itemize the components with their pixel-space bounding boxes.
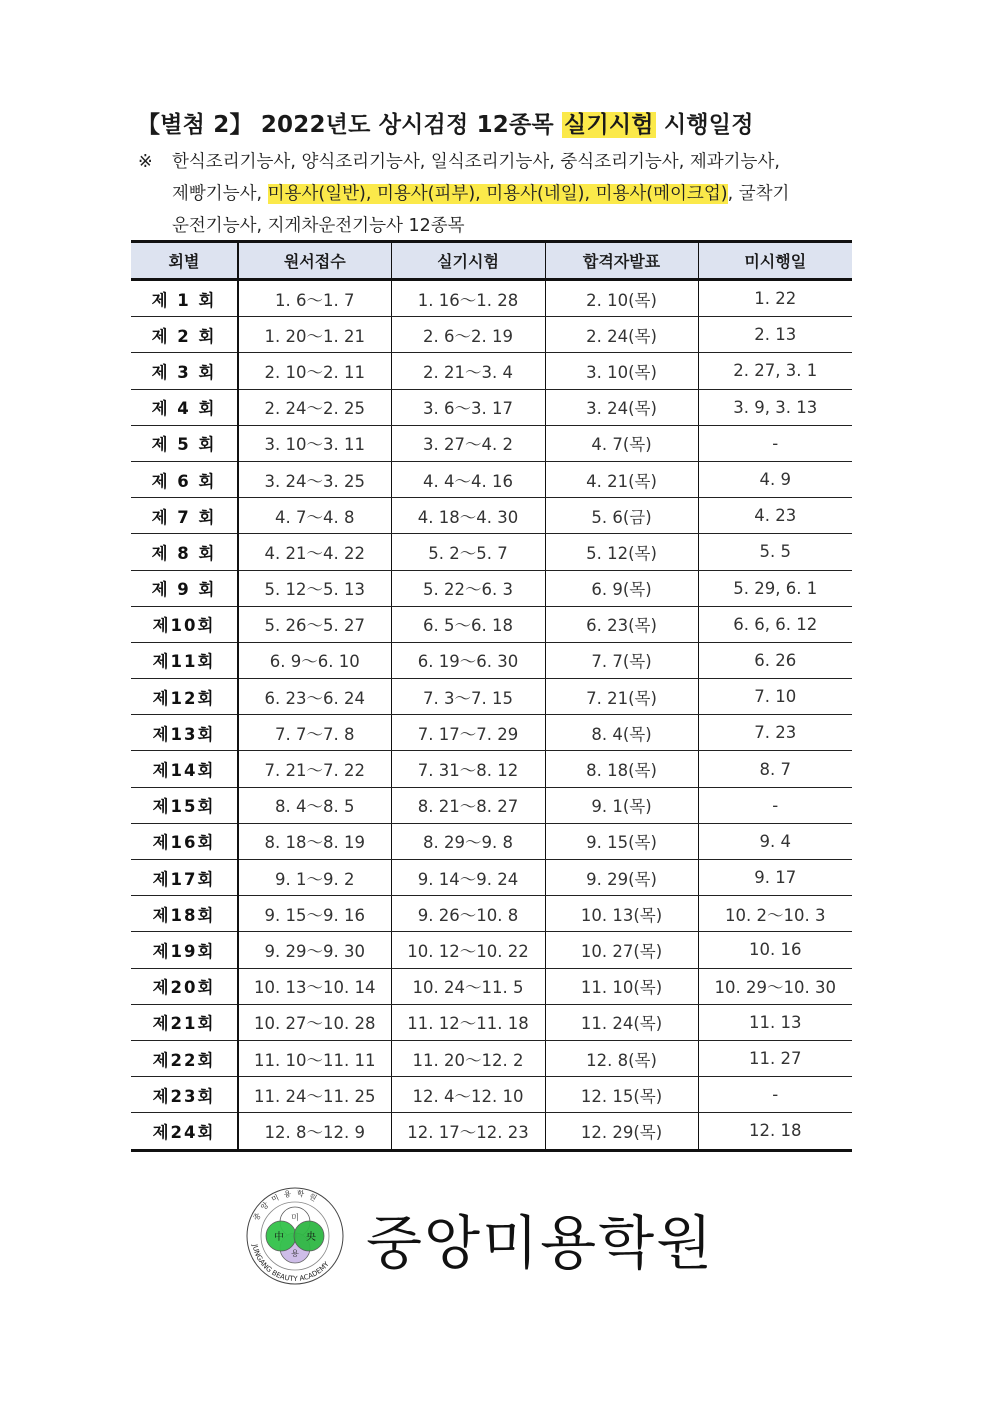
cell-non-exam-day: - bbox=[698, 1077, 852, 1113]
table-row bbox=[131, 1077, 852, 1113]
cell-round: 제13회 bbox=[131, 715, 238, 751]
cell-application-period: 7. 21～7. 22 bbox=[238, 751, 391, 787]
cell-exam-period: 7. 3～7. 15 bbox=[391, 679, 545, 715]
logo-char-top: 미 bbox=[291, 1213, 299, 1222]
cell-result-date: 12. 8(목) bbox=[545, 1040, 698, 1076]
cell-exam-period: 9. 26～10. 8 bbox=[391, 896, 545, 932]
cell-application-period: 5. 12～5. 13 bbox=[238, 570, 391, 606]
table-row bbox=[131, 498, 852, 534]
cell-application-period: 6. 23～6. 24 bbox=[238, 679, 391, 715]
cell-round: 제23회 bbox=[131, 1077, 238, 1113]
schedule-table-body bbox=[131, 280, 852, 1151]
cell-non-exam-day: 2. 13 bbox=[698, 317, 852, 353]
cell-non-exam-day: 11. 13 bbox=[698, 1004, 852, 1040]
cell-application-period: 11. 10～11. 11 bbox=[238, 1040, 391, 1076]
cell-non-exam-day: 10. 2～10. 3 bbox=[698, 896, 852, 932]
cell-result-date: 5. 6(금) bbox=[545, 498, 698, 534]
header-round: 회별 bbox=[131, 242, 238, 280]
cell-application-period: 8. 4～8. 5 bbox=[238, 787, 391, 823]
cell-result-date: 11. 10(목) bbox=[545, 968, 698, 1004]
cell-result-date: 2. 24(목) bbox=[545, 317, 698, 353]
cell-application-period: 6. 9～6. 10 bbox=[238, 642, 391, 678]
table-row bbox=[131, 606, 852, 642]
cell-exam-period: 12. 17～12. 23 bbox=[391, 1113, 545, 1150]
cell-non-exam-day: 5. 5 bbox=[698, 534, 852, 570]
table-row bbox=[131, 787, 852, 823]
cell-application-period: 7. 7～7. 8 bbox=[238, 715, 391, 751]
cell-result-date: 3. 10(목) bbox=[545, 353, 698, 389]
cell-non-exam-day: 3. 9, 3. 13 bbox=[698, 389, 852, 425]
cell-exam-period: 12. 4～12. 10 bbox=[391, 1077, 545, 1113]
cell-non-exam-day: 4. 9 bbox=[698, 461, 852, 497]
cell-exam-period: 11. 12～11. 18 bbox=[391, 1004, 545, 1040]
table-row bbox=[131, 1040, 852, 1076]
cell-round: 제14회 bbox=[131, 751, 238, 787]
cell-round: 제 5 회 bbox=[131, 425, 238, 461]
note-line-2-prefix: 제빵기능사, bbox=[172, 184, 268, 204]
header-practical-exam: 실기시험 bbox=[391, 242, 545, 280]
cell-exam-period: 6. 5～6. 18 bbox=[391, 606, 545, 642]
document-title bbox=[137, 106, 754, 139]
table-row bbox=[131, 570, 852, 606]
logo-char-right: 央 bbox=[306, 1232, 316, 1243]
cell-result-date: 9. 15(목) bbox=[545, 823, 698, 859]
subject-note bbox=[138, 146, 868, 242]
cell-round: 제 8 회 bbox=[131, 534, 238, 570]
cell-exam-period: 8. 29～9. 8 bbox=[391, 823, 545, 859]
cell-exam-period: 9. 14～9. 24 bbox=[391, 860, 545, 896]
note-line-2-suffix: , 굴착기 bbox=[727, 184, 790, 204]
schedule-table bbox=[131, 240, 852, 1152]
header-application: 원서접수 bbox=[238, 242, 391, 280]
cell-non-exam-day: 12. 18 bbox=[698, 1113, 852, 1150]
cell-exam-period: 4. 18～4. 30 bbox=[391, 498, 545, 534]
cell-round: 제18회 bbox=[131, 896, 238, 932]
table-row bbox=[131, 860, 852, 896]
cell-exam-period: 5. 22～6. 3 bbox=[391, 570, 545, 606]
cell-round: 제 6 회 bbox=[131, 461, 238, 497]
academy-name: 중앙미용학원 bbox=[366, 1209, 715, 1277]
cell-non-exam-day: 9. 4 bbox=[698, 823, 852, 859]
table-row bbox=[131, 679, 852, 715]
cell-exam-period: 8. 21～8. 27 bbox=[391, 787, 545, 823]
cell-non-exam-day: 8. 7 bbox=[698, 751, 852, 787]
cell-result-date: 4. 7(목) bbox=[545, 425, 698, 461]
cell-non-exam-day: 6. 6, 6. 12 bbox=[698, 606, 852, 642]
header-non-exam-day: 미시행일 bbox=[698, 242, 852, 280]
cell-exam-period: 1. 16～1. 28 bbox=[391, 280, 545, 317]
logo-ring-text-bottom: JUNGANG BEAUTY ACADEMY bbox=[250, 1243, 331, 1284]
cell-application-period: 3. 24～3. 25 bbox=[238, 461, 391, 497]
cell-non-exam-day: - bbox=[698, 787, 852, 823]
cell-result-date: 8. 4(목) bbox=[545, 715, 698, 751]
note-line-1: 한식조리기능사, 양식조리기능사, 일식조리기능사, 중식조리기능사, 제과기능사, bbox=[172, 152, 780, 172]
cell-round: 제11회 bbox=[131, 642, 238, 678]
table-row bbox=[131, 425, 852, 461]
cell-exam-period: 2. 6～2. 19 bbox=[391, 317, 545, 353]
cell-exam-period: 3. 6～3. 17 bbox=[391, 389, 545, 425]
cell-result-date: 10. 13(목) bbox=[545, 896, 698, 932]
cell-round: 제 3 회 bbox=[131, 353, 238, 389]
cell-exam-period: 5. 2～5. 7 bbox=[391, 534, 545, 570]
cell-application-period: 10. 27～10. 28 bbox=[238, 1004, 391, 1040]
cell-non-exam-day: 10. 16 bbox=[698, 932, 852, 968]
cell-application-period: 11. 24～11. 25 bbox=[238, 1077, 391, 1113]
table-row bbox=[131, 461, 852, 497]
cell-round: 제 2 회 bbox=[131, 317, 238, 353]
cell-round: 제15회 bbox=[131, 787, 238, 823]
cell-non-exam-day: 7. 10 bbox=[698, 679, 852, 715]
logo-ring-text-top: 중앙미용학원 bbox=[251, 1188, 323, 1223]
title-suffix: 시행일정 bbox=[655, 112, 754, 138]
cell-round: 제 9 회 bbox=[131, 570, 238, 606]
title-prefix: 【별첨 2】 2022년도 상시검정 12종목 bbox=[137, 112, 563, 138]
cell-result-date: 11. 24(목) bbox=[545, 1004, 698, 1040]
cell-application-period: 2. 10～2. 11 bbox=[238, 353, 391, 389]
header-result-announcement: 합격자발표 bbox=[545, 242, 698, 280]
cell-result-date: 10. 27(목) bbox=[545, 932, 698, 968]
cell-non-exam-day: 1. 22 bbox=[698, 280, 852, 317]
cell-round: 제 1 회 bbox=[131, 280, 238, 317]
cell-exam-period: 4. 4～4. 16 bbox=[391, 461, 545, 497]
cell-application-period: 3. 10～3. 11 bbox=[238, 425, 391, 461]
cell-exam-period: 2. 21～3. 4 bbox=[391, 353, 545, 389]
table-row bbox=[131, 823, 852, 859]
logo-char-bottom: 용 bbox=[291, 1249, 299, 1258]
academy-logo bbox=[240, 1186, 350, 1286]
cell-application-period: 4. 7～4. 8 bbox=[238, 498, 391, 534]
cell-application-period: 5. 26～5. 27 bbox=[238, 606, 391, 642]
cell-non-exam-day: 2. 27, 3. 1 bbox=[698, 353, 852, 389]
table-row bbox=[131, 1004, 852, 1040]
cell-non-exam-day: 6. 26 bbox=[698, 642, 852, 678]
cell-result-date: 8. 18(목) bbox=[545, 751, 698, 787]
cell-result-date: 3. 24(목) bbox=[545, 389, 698, 425]
cell-application-period: 1. 6～1. 7 bbox=[238, 280, 391, 317]
cell-non-exam-day: 7. 23 bbox=[698, 715, 852, 751]
cell-exam-period: 11. 20～12. 2 bbox=[391, 1040, 545, 1076]
note-line-2-highlight: 미용사(일반), 미용사(피부), 미용사(네일), 미용사(메이크업) bbox=[267, 184, 728, 204]
cell-non-exam-day: 5. 29, 6. 1 bbox=[698, 570, 852, 606]
cell-round: 제17회 bbox=[131, 860, 238, 896]
table-row bbox=[131, 534, 852, 570]
cell-round: 제16회 bbox=[131, 823, 238, 859]
cell-round: 제 4 회 bbox=[131, 389, 238, 425]
cell-exam-period: 10. 24～11. 5 bbox=[391, 968, 545, 1004]
cell-result-date: 7. 7(목) bbox=[545, 642, 698, 678]
cell-round: 제20회 bbox=[131, 968, 238, 1004]
note-mark: ※ bbox=[138, 152, 153, 172]
table-row bbox=[131, 1113, 852, 1150]
logo-char-left: 中 bbox=[274, 1232, 284, 1243]
cell-result-date: 12. 15(목) bbox=[545, 1077, 698, 1113]
cell-application-period: 4. 21～4. 22 bbox=[238, 534, 391, 570]
cell-application-period: 9. 29～9. 30 bbox=[238, 932, 391, 968]
table-header-row bbox=[131, 242, 852, 280]
table-row bbox=[131, 389, 852, 425]
cell-round: 제 7 회 bbox=[131, 498, 238, 534]
cell-result-date: 9. 1(목) bbox=[545, 787, 698, 823]
title-highlight: 실기시험 bbox=[564, 112, 654, 138]
table-row bbox=[131, 715, 852, 751]
cell-result-date: 6. 23(목) bbox=[545, 606, 698, 642]
cell-round: 제24회 bbox=[131, 1113, 238, 1150]
cell-result-date: 5. 12(목) bbox=[545, 534, 698, 570]
cell-result-date: 7. 21(목) bbox=[545, 679, 698, 715]
cell-round: 제19회 bbox=[131, 932, 238, 968]
cell-application-period: 9. 1～9. 2 bbox=[238, 860, 391, 896]
cell-application-period: 2. 24～2. 25 bbox=[238, 389, 391, 425]
cell-non-exam-day: 4. 23 bbox=[698, 498, 852, 534]
cell-exam-period: 6. 19～6. 30 bbox=[391, 642, 545, 678]
table-row bbox=[131, 968, 852, 1004]
note-line-2 bbox=[172, 178, 868, 210]
note-line-3: 운전기능사, 지게차운전기능사 12종목 bbox=[172, 216, 465, 236]
cell-exam-period: 7. 31～8. 12 bbox=[391, 751, 545, 787]
table-row bbox=[131, 751, 852, 787]
cell-exam-period: 10. 12～10. 22 bbox=[391, 932, 545, 968]
cell-application-period: 12. 8～12. 9 bbox=[238, 1113, 391, 1150]
table-row bbox=[131, 353, 852, 389]
cell-non-exam-day: - bbox=[698, 425, 852, 461]
table-row bbox=[131, 932, 852, 968]
cell-round: 제22회 bbox=[131, 1040, 238, 1076]
cell-application-period: 9. 15～9. 16 bbox=[238, 896, 391, 932]
cell-result-date: 2. 10(목) bbox=[545, 280, 698, 317]
cell-non-exam-day: 9. 17 bbox=[698, 860, 852, 896]
table-row bbox=[131, 896, 852, 932]
cell-non-exam-day: 11. 27 bbox=[698, 1040, 852, 1076]
cell-round: 제21회 bbox=[131, 1004, 238, 1040]
cell-application-period: 10. 13～10. 14 bbox=[238, 968, 391, 1004]
cell-result-date: 12. 29(목) bbox=[545, 1113, 698, 1150]
cell-round: 제10회 bbox=[131, 606, 238, 642]
cell-result-date: 4. 21(목) bbox=[545, 461, 698, 497]
cell-non-exam-day: 10. 29～10. 30 bbox=[698, 968, 852, 1004]
cell-result-date: 9. 29(목) bbox=[545, 860, 698, 896]
table-row bbox=[131, 280, 852, 317]
cell-round: 제12회 bbox=[131, 679, 238, 715]
table-row bbox=[131, 317, 852, 353]
table-row bbox=[131, 642, 852, 678]
cell-exam-period: 7. 17～7. 29 bbox=[391, 715, 545, 751]
cell-result-date: 6. 9(목) bbox=[545, 570, 698, 606]
cell-exam-period: 3. 27～4. 2 bbox=[391, 425, 545, 461]
cell-application-period: 8. 18～8. 19 bbox=[238, 823, 391, 859]
cell-application-period: 1. 20～1. 21 bbox=[238, 317, 391, 353]
